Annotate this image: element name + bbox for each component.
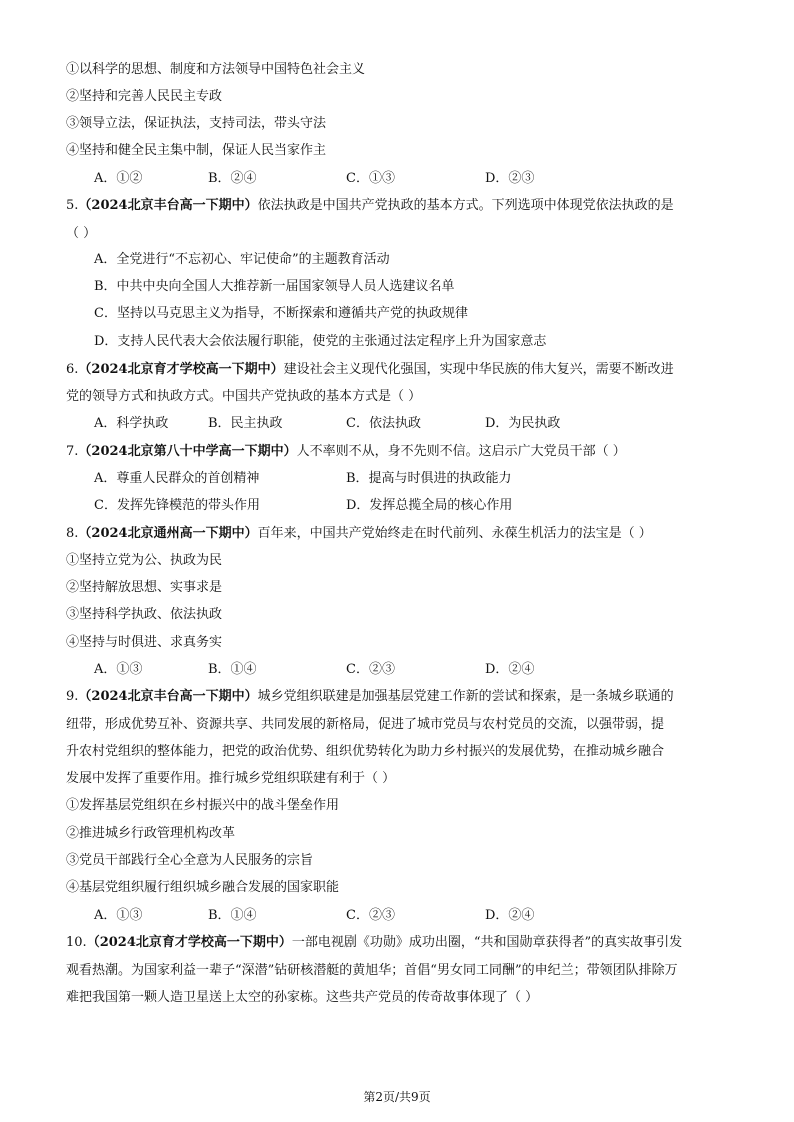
statement-2: ②坚持和完善人民民主专政 (66, 89, 223, 104)
option-b: B．②④ (208, 171, 257, 186)
q5-option-a: A．全党进行“不忘初心、牢记使命”的主题教育活动 (94, 252, 390, 267)
q8-option-d: D．②④ (485, 662, 535, 677)
question-number: 5. (66, 198, 79, 213)
question-text: 依法执政是中国共产党执政的基本方式。下列选项中体现党依法执政的是 (257, 198, 674, 213)
q9-option-d: D．②④ (485, 908, 535, 923)
question-source: （2024北京丰台高一下期中） (78, 689, 258, 704)
q8-option-b: B．①④ (208, 662, 257, 677)
question-source: （2024北京第八十中学高一下期中） (78, 444, 297, 459)
q9-statement-1: ①发挥基层党组织在乡村振兴中的战斗堡垒作用 (66, 798, 340, 813)
q5-option-c: C．坚持以马克思主义为指导，不断探索和遵循共产党的执政规律 (94, 306, 468, 321)
q9-option-a: A．①③ (94, 908, 143, 923)
page-number: 第2页/共9页 (363, 1090, 431, 1104)
question-10-stem-cont: 难把我国第一颗人造卫星送上太空的孙家栋。这些共产党员的传奇故事体现了（ ） (66, 990, 539, 1005)
question-number: 8. (66, 526, 79, 541)
option-a: A．①② (94, 171, 143, 186)
q8-statement-1: ①坚持立党为公、执政为民 (66, 553, 223, 568)
q9-statement-3: ③党员干部践行全心全意为人民服务的宗旨 (66, 853, 314, 868)
question-text: 百年来，中国共产党始终走在时代前列、永葆生机活力的法宝是（ ） (257, 526, 652, 541)
q8-statement-4: ④坚持与时俱进、求真务实 (66, 635, 223, 650)
q5-option-b: B．中共中央向全国人大推荐新一届国家领导人员人选建议名单 (94, 279, 455, 294)
option-c: C．①③ (346, 171, 395, 186)
option-d: D．②③ (485, 171, 535, 186)
question-source: （2024北京育才学校高一下期中） (78, 362, 284, 377)
question-text: 城乡党组织联建是加强基层党建工作新的尝试和探索，是一条城乡联通的 (257, 689, 674, 704)
q6-option-c: C．依法执政 (346, 416, 421, 431)
q8-statement-2: ②坚持解放思想、实事求是 (66, 580, 223, 595)
question-10-stem-cont: 观看热潮。为国家利益一辈子“深潜”钻研核潜艇的黄旭华；首倡“男女同工同酬”的申纪兰；带领团队排除万 (66, 963, 678, 978)
q9-statement-4: ④基层党组织履行组织城乡融合发展的国家职能 (66, 880, 340, 895)
statement-3: ③领导立法，保证执法，支持司法，带头守法 (66, 116, 327, 131)
question-6-stem (66, 361, 754, 379)
question-10-stem (66, 934, 754, 952)
q8-option-c: C．②③ (346, 662, 395, 677)
question-source: （2024北京丰台高一下期中） (78, 198, 258, 213)
question-8-stem (66, 525, 754, 543)
question-5-stem-cont: （ ） (66, 226, 97, 241)
statement-4: ④坚持和健全民主集中制，保证人民当家作主 (66, 143, 327, 158)
question-7-stem (66, 443, 754, 461)
question-9-stem-cont: 发展中发挥了重要作用。推行城乡党组织联建有利于（ ） (66, 771, 396, 786)
question-9-stem-cont: 纽带，形成优势互补、资源共享、共同发展的新格局，促进了城市党员与农村党员的交流，以强带弱，提 (66, 717, 665, 732)
question-5-stem (66, 197, 754, 215)
question-6-stem-cont: 党的领导方式和执政方式。中国共产党执政的基本方式是（ ） (66, 389, 422, 404)
question-9-stem-cont: 升农村党组织的整体能力，把党的政治优势、组织优势转化为助力乡村振兴的发展优势，在推动城乡融合 (66, 744, 665, 759)
question-number: 6. (66, 362, 79, 377)
question-text: 人不率则不从，身不先则不信。这启示广大党员干部（ ） (296, 444, 626, 459)
q9-statement-2: ②推进城乡行政管理机构改革 (66, 826, 236, 841)
question-text: 建设社会主义现代化强国，实现中华民族的伟大复兴，需要不断改进 (283, 362, 674, 377)
q7-option-b: B．提高与时俱进的执政能力 (346, 471, 512, 486)
q8-statement-3: ③坚持科学执政、依法执政 (66, 607, 223, 622)
q7-option-d: D．发挥总揽全局的核心作用 (346, 498, 513, 513)
question-source: （2024北京育才学校高一下期中） (86, 935, 292, 950)
q6-option-a: A．科学执政 (94, 416, 169, 431)
question-source: （2024北京通州高一下期中） (78, 526, 258, 541)
q6-option-d: D．为民执政 (485, 416, 561, 431)
question-text: 一部电视剧《功勋》成功出圈，“共和国勋章获得者”的真实故事引发 (291, 935, 683, 950)
question-9-stem (66, 688, 754, 706)
question-number: 9. (66, 689, 79, 704)
q9-option-c: C．②③ (346, 908, 395, 923)
q8-option-a: A．①③ (94, 662, 143, 677)
question-number: 10. (66, 935, 87, 950)
q7-option-c: C．发挥先锋模范的带头作用 (94, 498, 260, 513)
q9-option-b: B．①④ (208, 908, 257, 923)
q7-option-a: A．尊重人民群众的首创精神 (94, 471, 260, 486)
statement-1: ①以科学的思想、制度和方法领导中国特色社会主义 (66, 62, 366, 77)
q6-option-b: B．民主执政 (208, 416, 283, 431)
question-number: 7. (66, 444, 79, 459)
q5-option-d: D．支持人民代表大会依法履行职能，使党的主张通过法定程序上升为国家意志 (94, 334, 547, 349)
